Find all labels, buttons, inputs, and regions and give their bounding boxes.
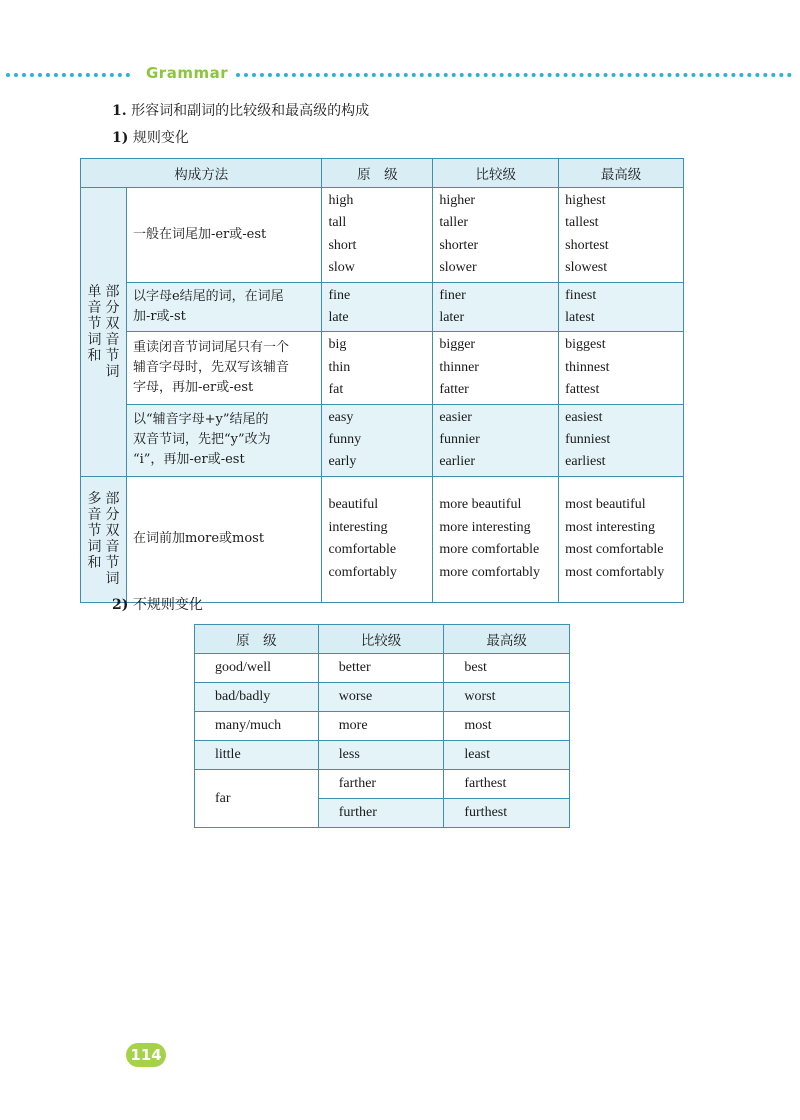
regular-header-row [81,159,684,188]
regular-table [80,158,684,603]
base-cell: good/well [195,654,319,683]
table-row [81,188,684,283]
comp-cell: further [318,799,444,828]
subsection-number: 1) [112,130,129,146]
sup-cell: highest tallest shortest slowest [559,188,684,283]
header-title: Grammar [146,64,229,82]
comp-cell: higher taller shorter slower [433,188,559,283]
comp-cell: easier funnier earlier [433,404,559,476]
header-dots-right [236,73,792,77]
group-chars-a: 多 音 节 词 和 [87,490,102,572]
base-cell: far [195,770,319,828]
sup-cell: finest latest [559,282,684,332]
comp-cell: farther [318,770,444,799]
header-superlative: 最高级 [559,159,684,188]
table-row [195,770,570,799]
base-cell: fine late [322,282,433,332]
table-row [195,741,570,770]
section-number: 1. [112,103,127,119]
table-row [195,712,570,741]
table-row [195,654,570,683]
subsection-number: 2) [112,597,129,613]
comp-cell: more beautiful more interesting more comfortable more comfortably [433,476,559,602]
base-cell: many/much [195,712,319,741]
comp-cell: worse [318,683,444,712]
sup-cell: worst [444,683,570,712]
subsection-text: 规则变化 [132,130,189,146]
header-bar [0,64,800,84]
sup-cell: most [444,712,570,741]
header-method: 构成方法 [81,159,322,188]
header-base: 原 级 [195,625,319,654]
table-row [81,404,684,476]
base-cell: beautiful interesting comfortable comfortably [322,476,433,602]
comp-cell: better [318,654,444,683]
sup-cell: least [444,741,570,770]
method-cell: 在词前加more或most [126,476,321,602]
section-title [112,100,369,120]
method-cell: 一般在词尾加-er或-est [126,188,321,283]
header-comparative: 比较级 [318,625,444,654]
base-cell: bad/badly [195,683,319,712]
comp-cell: less [318,741,444,770]
comp-cell: bigger thinner fatter [433,332,559,404]
subsection-irregular [112,594,203,614]
sup-cell: furthest [444,799,570,828]
sup-cell: farthest [444,770,570,799]
method-cell: 以字母e结尾的词，在词尾 加-r或-st [126,282,321,332]
table-row [81,282,684,332]
base-cell: big thin fat [322,332,433,404]
header-base: 原 级 [322,159,433,188]
base-cell: little [195,741,319,770]
page-number-badge: 114 [126,1043,166,1067]
group-polysyllabic [81,476,127,602]
sup-cell: easiest funniest earliest [559,404,684,476]
comp-cell: finer later [433,282,559,332]
table-row [81,476,684,602]
section-text: 形容词和副词的比较级和最高级的构成 [131,103,370,119]
base-cell: easy funny early [322,404,433,476]
irregular-table [194,624,570,828]
header-superlative: 最高级 [444,625,570,654]
group-chars-a: 单 音 节 词 和 [87,283,102,364]
base-cell: high tall short slow [322,188,433,283]
subsection-text: 不规则变化 [132,597,203,613]
group-chars-b: 部 分 双 音 节 词 [105,490,120,588]
group-monosyllabic [81,188,127,477]
sup-cell: best [444,654,570,683]
subsection-regular [112,127,189,147]
comp-cell: more [318,712,444,741]
irregular-header-row [195,625,570,654]
sup-cell: biggest thinnest fattest [559,332,684,404]
header-comparative: 比较级 [433,159,559,188]
method-cell: 以“辅音字母+y”结尾的 双音节词，先把“y”改为 “i”，再加-er或-est [126,404,321,476]
sup-cell: most beautiful most interesting most comfortable most comfortably [559,476,684,602]
table-row [195,683,570,712]
header-dots-left [6,73,130,77]
method-cell: 重读闭音节词词尾只有一个 辅音字母时，先双写该辅音 字母，再加-er或-est [126,332,321,404]
group-chars-b: 部 分 双 音 节 词 [105,283,120,381]
table-row [81,332,684,404]
